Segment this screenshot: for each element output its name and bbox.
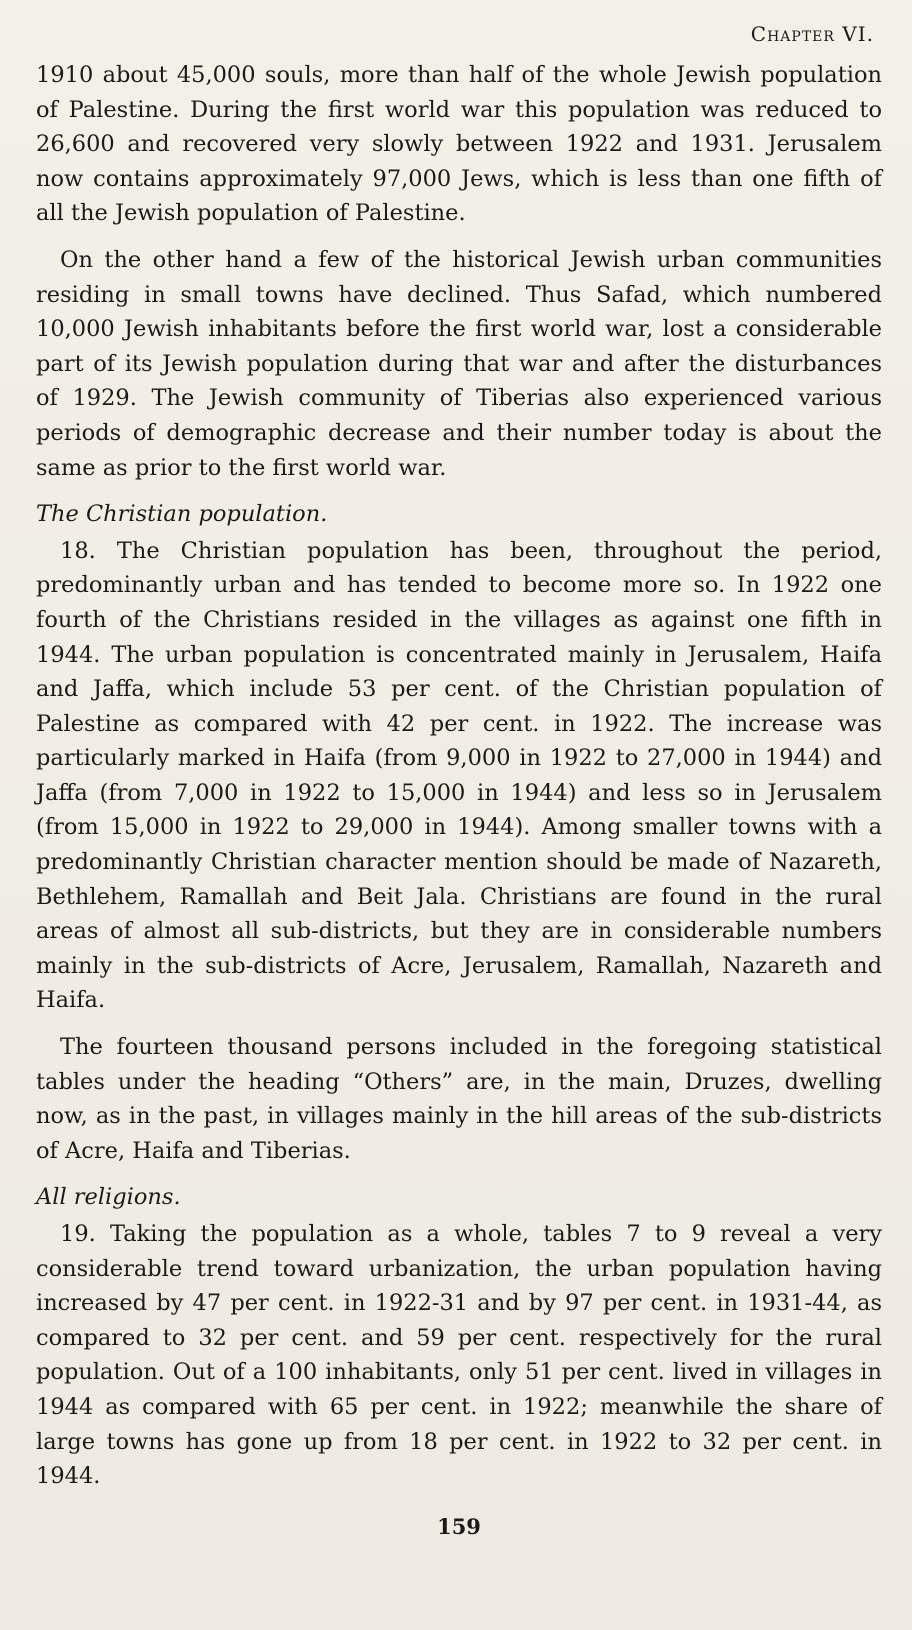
running-header: Chapter VI. bbox=[750, 22, 874, 46]
body-text bbox=[36, 58, 882, 1494]
section-heading-all-religions: All religions. bbox=[36, 1184, 181, 1211]
paragraph-declining-communities: On the other hand a few of the historical Jewish urban communities residing in small towns have declined. Thus Safad, which numbered 10,000 Jewish inhabitants before the first world war, lost a considerable part of its Jewish population during that war and after the disturbances of 1929. The Jewish community of Tiberias also experienced various periods of demographic decrease and their number today is about the same as prior to the first world war. bbox=[36, 246, 882, 481]
section-heading-christian: The Christian population. bbox=[36, 501, 328, 528]
paragraph-19-urbanization: 19. Taking the population as a whole, tables 7 to 9 reveal a very considerable trend toward urbanization, the urban population having increased by 47 per cent. in 1922-31 and by 97 per cent. in 1931-44, as compared to 32 per cent. and 59 per cent. respectively for the rural population. Out of a 100 inhabitants, only 51 per cent. lived in villages in 1944 as compared with 65 per cent. in 1922; meanwhile the share of large towns has gone up from 18 per cent. in 1922 to 32 per cent. in 1944. bbox=[36, 1221, 882, 1490]
paragraph-jerusalem-continued: 1910 about 45,000 souls, more than half of the whole Jewish population of Palestine. During the first world war this population was reduced to 26,600 and recovered very slowly between 1922 and 1931. Jerusalem now contains approximately 97,000 Jews, which is less than one fifth of all the Jewish population of Palestine. bbox=[36, 62, 882, 227]
paragraph-others-druzes: The fourteen thousand persons included in the foregoing statistical tables under the heading “Others” are, in the main, Druzes, dwelling now, as in the past, in villages mainly in the hill areas of the sub-districts of Acre, Haifa and Tiberias. bbox=[36, 1034, 882, 1164]
page-number: 159 bbox=[437, 1513, 481, 1539]
paragraph-18-christian: 18. The Christian population has been, throughout the period, predominantly urban and has tended to become more so. In 1922 one fourth of the Christians resided in the villages as against one fifth in 1944. The urban population is concentrated mainly in Jerusalem, Haifa and Jaffa, which include 53 per cent. of the Christian population of Palestine as compared with 42 per cent. in 1922. The increase was particularly marked in Haifa (from 9,000 in 1922 to 27,000 in 1944) and Jaffa (from 7,000 in 1922 to 15,000 in 1944) and less so in Jerusalem (from 15,000 in 1922 to 29,000 in 1944). Among smaller towns with a predominantly Christian character mention should be made of Nazareth, Bethlehem, Ramallah and Beit Jala. Christians are found in the rural areas of almost all sub-districts, but they are in considerable numbers mainly in the sub-districts of Acre, Jerusalem, Ramallah, Nazareth and Haifa. bbox=[36, 537, 882, 1014]
